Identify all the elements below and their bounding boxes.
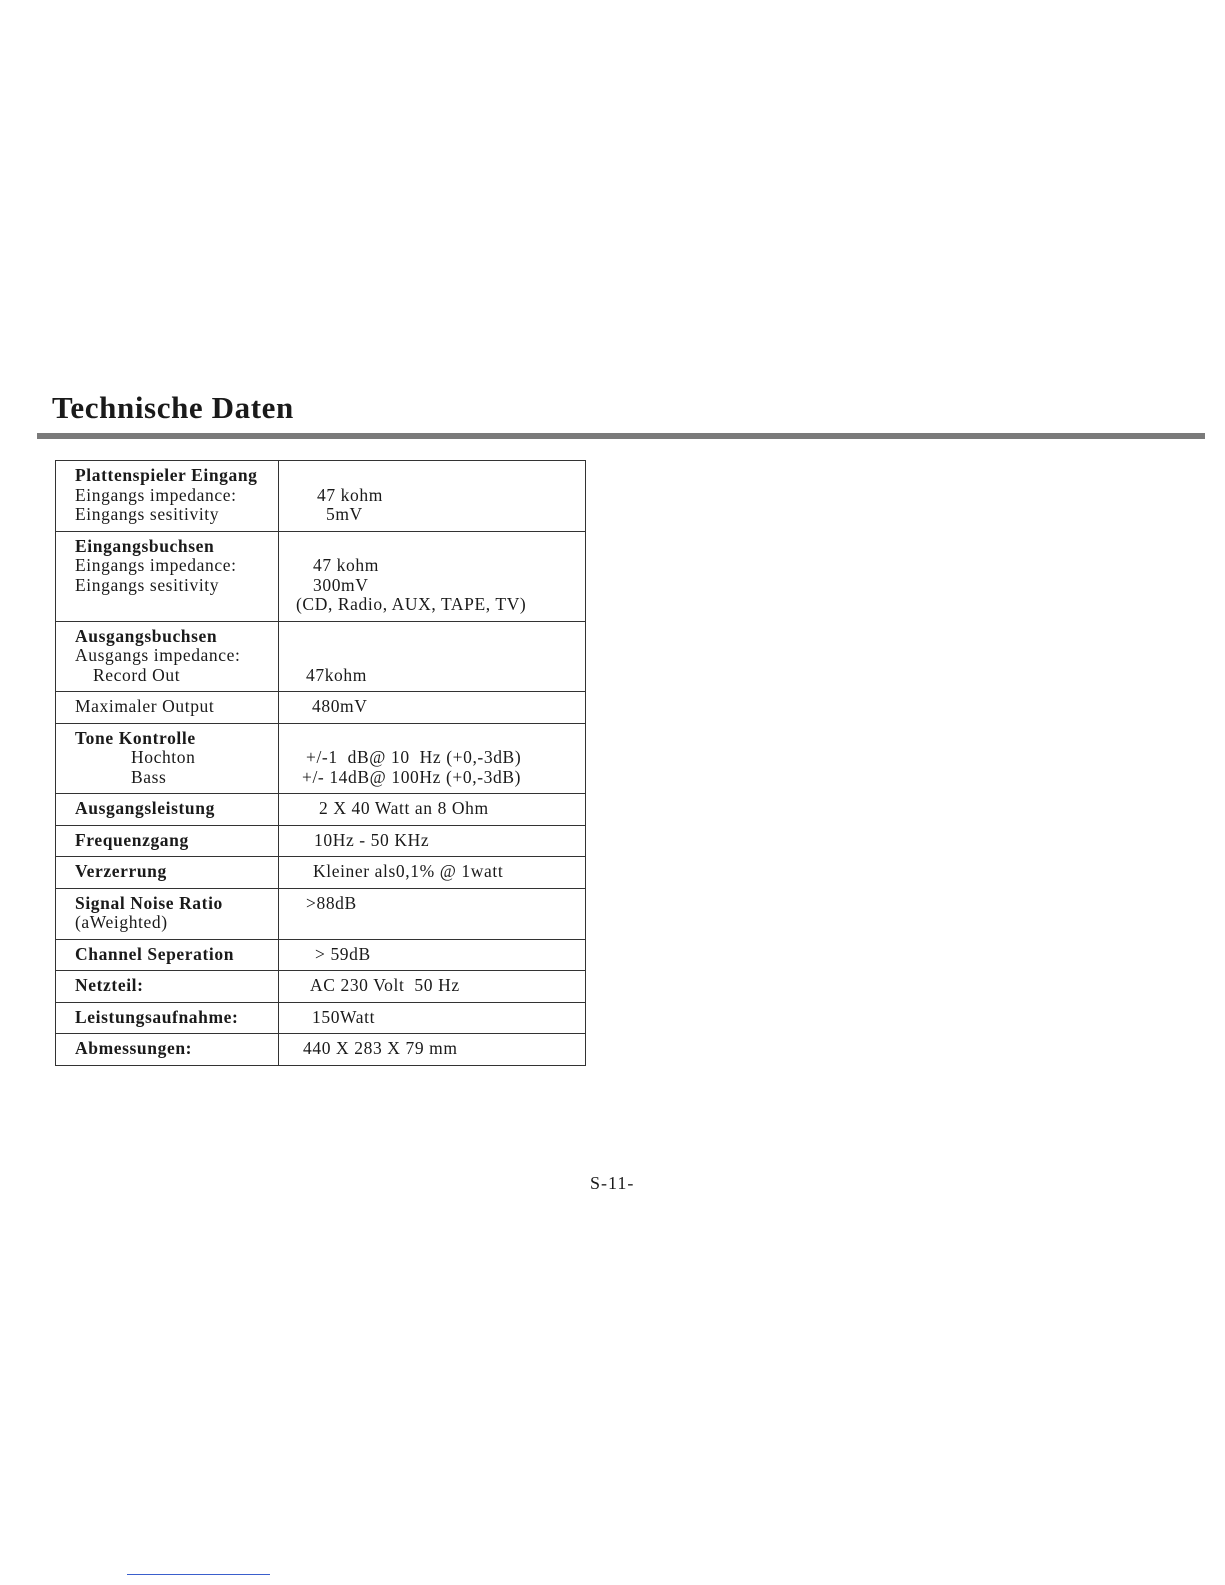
page-title: Technische Daten xyxy=(52,390,294,425)
spec-heading: Verzerrung xyxy=(75,861,167,881)
spec-label-cell xyxy=(56,723,279,794)
spec-value xyxy=(279,646,585,666)
spec-value-cell xyxy=(279,971,586,1003)
spec-value xyxy=(279,466,585,486)
spec-label: Hochton xyxy=(131,747,196,767)
spec-value-cell xyxy=(279,1034,586,1066)
spec-value xyxy=(279,537,585,557)
spec-value: (CD, Radio, AUX, TAPE, TV) xyxy=(296,594,527,614)
spec-heading: Frequenzgang xyxy=(75,829,189,850)
page-number: S-11- xyxy=(590,1173,635,1193)
spec-label-cell xyxy=(56,888,279,939)
spec-value: Kleiner als0,1% @ 1watt xyxy=(313,861,504,881)
spec-label: Eingangs impedance: xyxy=(75,484,237,505)
spec-value-cell xyxy=(279,1002,586,1034)
spec-label: Bass xyxy=(131,766,167,787)
spec-label: Eingangs impedance: xyxy=(75,555,237,575)
spec-label-cell xyxy=(56,825,279,857)
spec-table xyxy=(55,460,586,1066)
spec-value: 440 X 283 X 79 mm xyxy=(303,1038,458,1058)
spec-heading: Netzteil: xyxy=(75,975,144,995)
spec-label-cell xyxy=(56,971,279,1003)
spec-row xyxy=(56,825,586,857)
spec-label-cell xyxy=(56,621,279,692)
spec-label-cell xyxy=(56,794,279,826)
title-divider xyxy=(37,433,1205,439)
spec-value xyxy=(279,913,585,933)
spec-row xyxy=(56,692,586,724)
spec-value-cell xyxy=(279,857,586,889)
spec-heading: Tone Kontrolle xyxy=(75,727,196,748)
spec-heading: Plattenspieler Eingang xyxy=(75,465,258,485)
spec-value: 47kohm xyxy=(306,664,367,685)
spec-label: (aWeighted) xyxy=(75,912,168,932)
spec-row xyxy=(56,794,586,826)
spec-row xyxy=(56,461,586,532)
spec-row xyxy=(56,1034,586,1066)
spec-row xyxy=(56,971,586,1003)
spec-value-cell xyxy=(279,621,586,692)
spec-value xyxy=(279,627,585,647)
spec-value: 300mV xyxy=(313,574,369,595)
spec-heading: Ausgangsbuchsen xyxy=(75,625,218,646)
spec-label: Ausgangs impedance: xyxy=(75,645,241,665)
spec-heading: Ausgangsleistung xyxy=(75,798,215,818)
spec-value-cell xyxy=(279,794,586,826)
spec-value-cell xyxy=(279,939,586,971)
spec-label-cell xyxy=(56,1034,279,1066)
spec-value-cell xyxy=(279,825,586,857)
spec-row xyxy=(56,531,586,621)
spec-value: +/- 14dB@ 100Hz (+0,-3dB) xyxy=(302,766,522,787)
spec-label-cell xyxy=(56,461,279,532)
spec-heading: Leistungsaufnahme: xyxy=(75,1006,239,1027)
spec-label-cell xyxy=(56,1002,279,1034)
spec-value: AC 230 Volt 50 Hz xyxy=(310,975,460,995)
spec-label: Record Out xyxy=(93,664,181,685)
spec-heading: Eingangsbuchsen xyxy=(75,535,215,556)
spec-value: >88dB xyxy=(306,892,357,913)
spec-row xyxy=(56,857,586,889)
spec-value: 10Hz - 50 KHz xyxy=(314,829,430,850)
spec-row xyxy=(56,939,586,971)
spec-value: 150Watt xyxy=(312,1006,376,1027)
spec-heading: Abmessungen: xyxy=(75,1038,193,1058)
spec-value: 480mV xyxy=(312,696,368,716)
spec-label-cell xyxy=(56,939,279,971)
spec-value: 5mV xyxy=(326,504,363,524)
spec-value: > 59dB xyxy=(315,943,371,964)
spec-label: Eingangs sesitivity xyxy=(75,504,220,524)
spec-heading: Channel Seperation xyxy=(75,943,235,964)
spec-label-cell xyxy=(56,857,279,889)
spec-label-cell xyxy=(56,692,279,724)
spec-value-cell xyxy=(279,692,586,724)
spec-value: 47 kohm xyxy=(317,484,383,505)
spec-row xyxy=(56,723,586,794)
spec-row xyxy=(56,621,586,692)
spec-value: +/-1 dB@ 10 Hz (+0,-3dB) xyxy=(306,747,522,767)
spec-row xyxy=(56,888,586,939)
spec-heading: Signal Noise Ratio xyxy=(75,892,223,913)
spec-label: Maximaler Output xyxy=(75,696,215,716)
spec-value xyxy=(279,729,585,749)
spec-label: Eingangs sesitivity xyxy=(75,574,220,595)
spec-label-cell xyxy=(56,531,279,621)
footer-link-underline xyxy=(127,1574,270,1575)
spec-value: 2 X 40 Watt an 8 Ohm xyxy=(319,798,489,818)
spec-value-cell xyxy=(279,461,586,532)
spec-row xyxy=(56,1002,586,1034)
spec-value: 47 kohm xyxy=(313,555,379,575)
spec-value-cell xyxy=(279,723,586,794)
spec-value-cell xyxy=(279,888,586,939)
spec-value-cell xyxy=(279,531,586,621)
